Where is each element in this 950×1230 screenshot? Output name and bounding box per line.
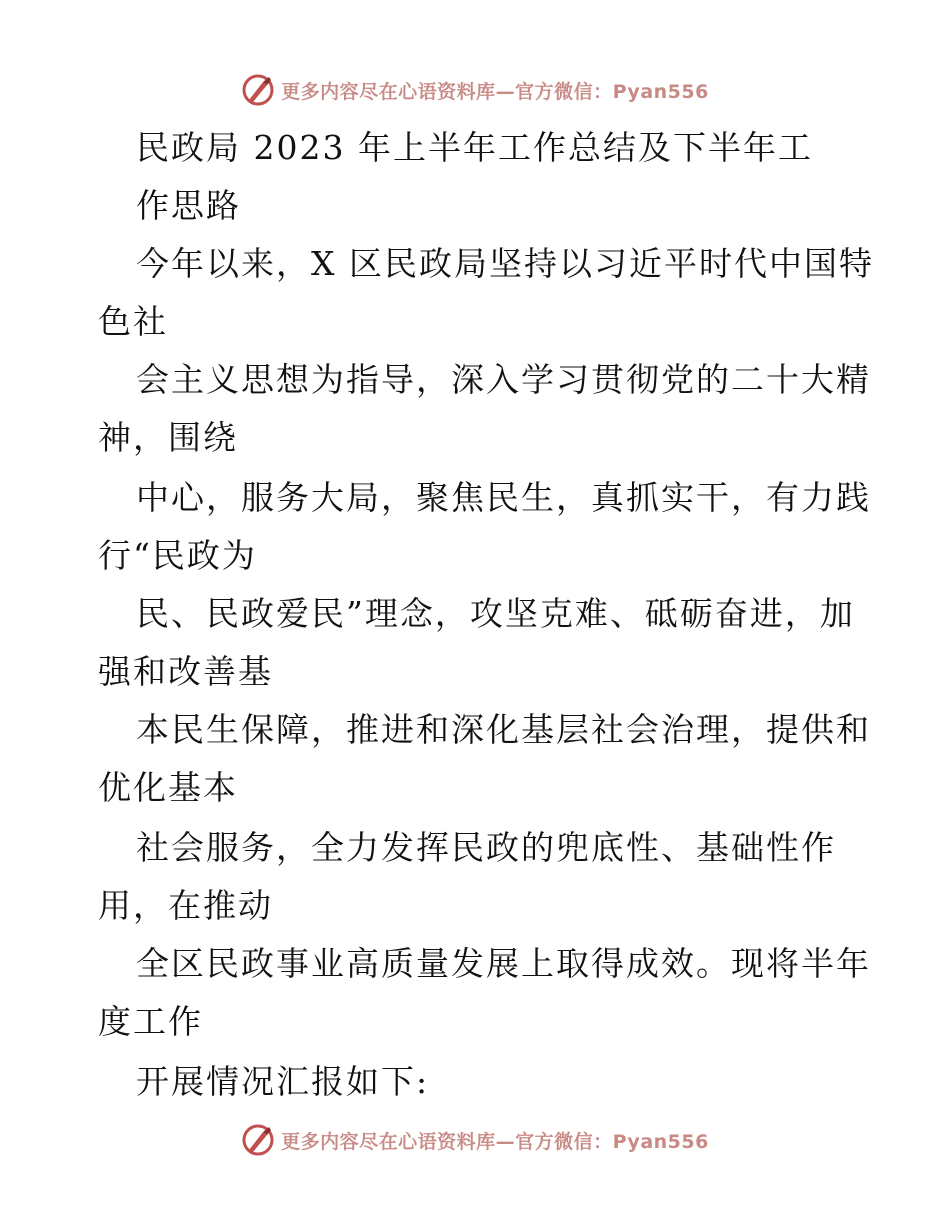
footer-watermark	[0, 1120, 950, 1160]
title-line-2: 作思路	[136, 186, 241, 225]
paragraph-line: 会主义思想为指导，深入学习贯彻党的二十大精	[136, 360, 871, 399]
paragraph-line: 本民生保障，推进和深化基层社会治理，提供和	[136, 710, 871, 749]
title-line-1: 民政局 2023 年上半年工作总结及下半年工	[136, 128, 813, 167]
paragraph-line: 神，围绕	[98, 418, 238, 457]
quill-logo-icon	[241, 1123, 275, 1157]
paragraph-line: 民、民政爱民”理念，攻坚克难、砥砺奋进，加	[136, 594, 855, 633]
paragraph-line: 色社	[98, 302, 168, 341]
paragraph-line: 强和改善基	[98, 652, 273, 691]
paragraph-line: 全区民政事业高质量发展上取得成效。现将半年	[136, 944, 871, 983]
paragraph-line: 行“民政为	[98, 536, 257, 575]
footer-watermark-inner	[241, 1123, 709, 1157]
paragraph-line: 社会服务，全力发挥民政的兜底性、基础性作	[136, 828, 836, 867]
footer-watermark-text: 更多内容尽在心语资料库—官方微信：Pyan556	[281, 1130, 709, 1153]
paragraph-line: 中心，服务大局，聚焦民生，真抓实干，有力践	[136, 478, 871, 517]
paragraph-line: 度工作	[98, 1002, 203, 1041]
paragraph-line: 今年以来，X 区民政局坚持以习近平时代中国特	[136, 244, 874, 283]
header-watermark-text: 更多内容尽在心语资料库—官方微信：Pyan556	[281, 80, 709, 103]
paragraph-line: 优化基本	[98, 768, 238, 807]
paragraph-line: 用，在推动	[98, 886, 273, 925]
paragraph-line: 开展情况汇报如下:	[136, 1062, 430, 1101]
